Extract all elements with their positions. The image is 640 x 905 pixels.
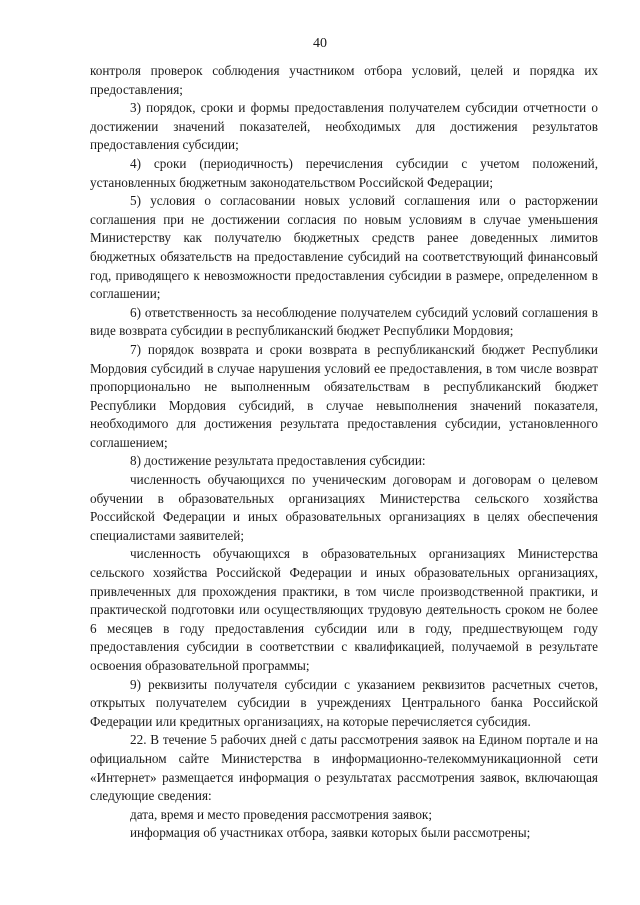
paragraph-section-22: 22. В течение 5 рабочих дней с даты рассмотрения заявок на Едином портале и на официальном сайте Министерства в информационно-телекоммуникационной сети «Интернет» размещается информация о результатах рассмотрения заявок, включающая следующие сведения: <box>90 732 598 804</box>
paragraph-item-9: 9) реквизиты получателя субсидии с указанием реквизитов расчетных счетов, открытых получателем субсидии в учреждениях Центрального банка Российской Федерации или кредитных организациях, на которые перечисляется субсидия. <box>90 676 598 729</box>
paragraph-item-6: 6) ответственность за несоблюдение получателем субсидий условий соглашения в виде возврата субсидии в республиканский бюджет Республики Мордовия; <box>90 304 598 339</box>
page-number: 40 <box>313 36 327 51</box>
paragraph-section-22-item-1: дата, время и место проведения рассмотрения заявок; <box>130 806 432 822</box>
paragraph-item-8-sub-1: численность обучающихся по ученическим договорам и договорам о целевом обучении в образовательных организациях Министерства сельского хозяйства Российской Федерации и иных образовательных организациях в целях обеспечения специалистами заявителей; <box>90 472 598 543</box>
paragraph-continuation: контроля проверок соблюдения участником отбора условий, целей и порядка их предоставления; <box>90 63 598 97</box>
paragraph-section-22-item-2: информация об участниках отбора, заявки которых были рассмотрены; <box>130 825 531 841</box>
paragraph-item-3: 3) порядок, сроки и формы предоставления получателем субсидии отчетности о достижении значений показателей, необходимых для достижения результатов предоставления субсидии; <box>90 100 598 153</box>
paragraph-item-4: 4) сроки (периодичность) перечисления субсидии с учетом положений, установленных бюджетным законодательством Российской Федерации; <box>90 155 598 190</box>
paragraph-item-5: 5) условия о согласовании новых условий соглашения или о расторжении соглашения при не достижении согласия по новым условиям в случае уменьшения Министерству как получателю бюджетных средств ранее доведенных лимитов бюджетных обязательств на предоставление субсидий на соответствующий финансовый год, приводящего к невозможности предоставления субсидии в размере, определенном в соглашении; <box>90 193 598 302</box>
document-body <box>90 62 598 843</box>
paragraph-item-7: 7) порядок возврата и сроки возврата в республиканский бюджет Республики Мордовия субсидий в случае нарушения условий ее предоставления, в том числе возврат пропорционально не выполненным обязательствам в республиканский бюджет Республики Мордовия субсидий, в случае невыполнения значений показателя, необходимого для достижения результата предоставления субсидии, установленного соглашением; <box>90 341 598 450</box>
paragraph-item-8-sub-2: численность обучающихся в образовательных организациях Министерства сельского хозяйства Российской Федерации и иных образовательных организациях, привлеченных для прохождения практики, в том числе производственной практики, и практической подготовки или осуществляющих трудовую деятельность сроком не более 6 месяцев в году предоставления субсидии или в году, предшествующем году предоставления субсидии в соответствии с квалификацией, получаемой в результате освоения образовательной программы; <box>90 546 598 673</box>
paragraph-item-8: 8) достижение результата предоставления субсидии: <box>130 453 426 469</box>
